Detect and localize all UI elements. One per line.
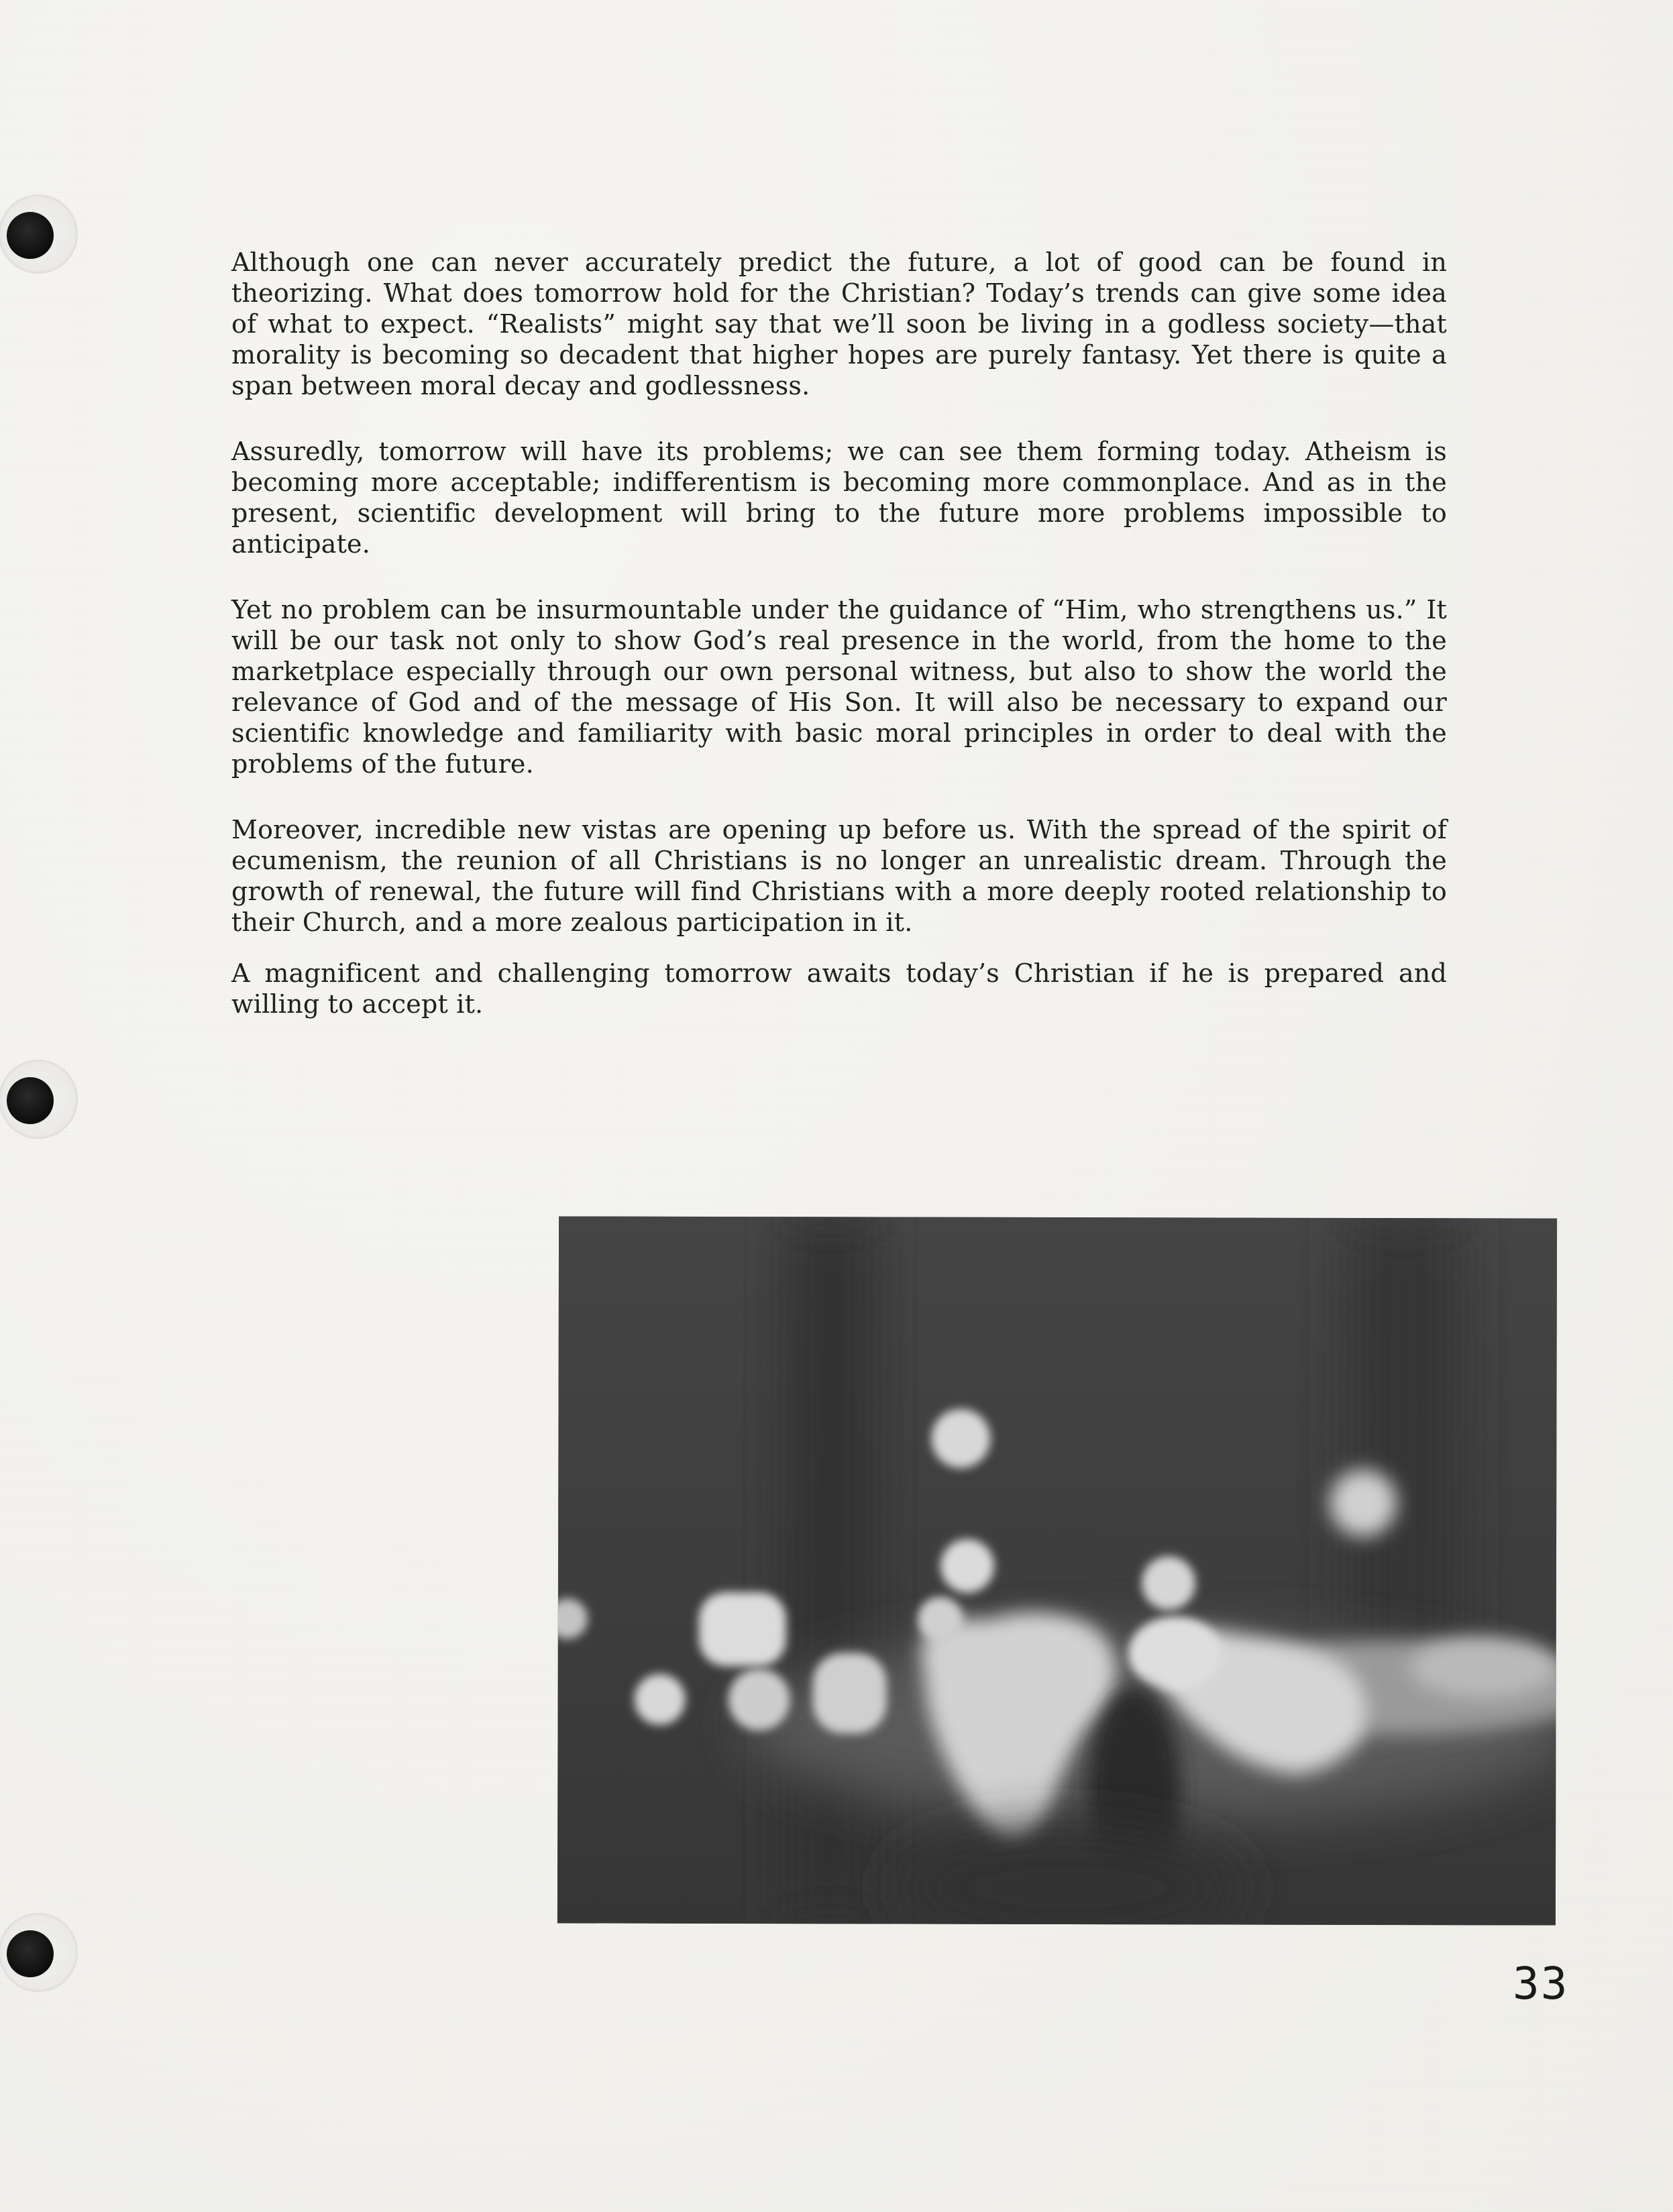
paragraph-2: Assuredly, tomorrow will have its problems; we can see them forming today. Atheism is becoming more acceptable; indifferentism is becoming more commonplace. And as in the present, scientific development will bring to the future more problems impossible to anticipate.	[231, 437, 1447, 559]
body-text	[231, 247, 1447, 1019]
blurred-night-lights-photo	[557, 1216, 1557, 1925]
punch-hole-icon	[7, 1930, 54, 1977]
paragraph-5: A magnificent and challenging tomorrow awaits today’s Christian if he is prepared and willing to accept it.	[231, 958, 1447, 1019]
paragraph-1: Although one can never accurately predict the future, a lot of good can be found in theorizing. What does tomorrow hold for the Christian? Today’s trends can give some idea of what to expect. “Realists” might say that we’ll soon be living in a godless society—that morality is becoming so decadent that higher hopes are purely fantasy. Yet there is quite a span between moral decay and godlessness.	[231, 247, 1447, 400]
paragraph-4: Moreover, incredible new vistas are opening up before us. With the spread of the spirit of ecumenism, the reunion of all Christians is no longer an unrealistic dream. Through the growth of renewal, the future will find Christians with a more deeply rooted relationship to their Church, and a more zealous participation in it.	[231, 815, 1447, 937]
binder-hole-middle	[0, 1060, 78, 1139]
binder-hole-bottom	[0, 1913, 78, 1992]
punch-hole-icon	[7, 212, 54, 259]
punch-hole-icon	[7, 1077, 54, 1124]
page-number: 33	[1513, 1958, 1569, 2009]
paragraph-3: Yet no problem can be insurmountable under the guidance of “Him, who strengthens us.” It will be our task not only to show God’s real presence in the world, from the home to the marketplace especially through our own personal witness, but also to show the world the relevance of God and of the message of His Son. It will also be necessary to expand our scientific knowledge and familiarity with basic moral principles in order to deal with the problems of the future.	[231, 595, 1447, 779]
binder-hole-top	[0, 195, 78, 274]
